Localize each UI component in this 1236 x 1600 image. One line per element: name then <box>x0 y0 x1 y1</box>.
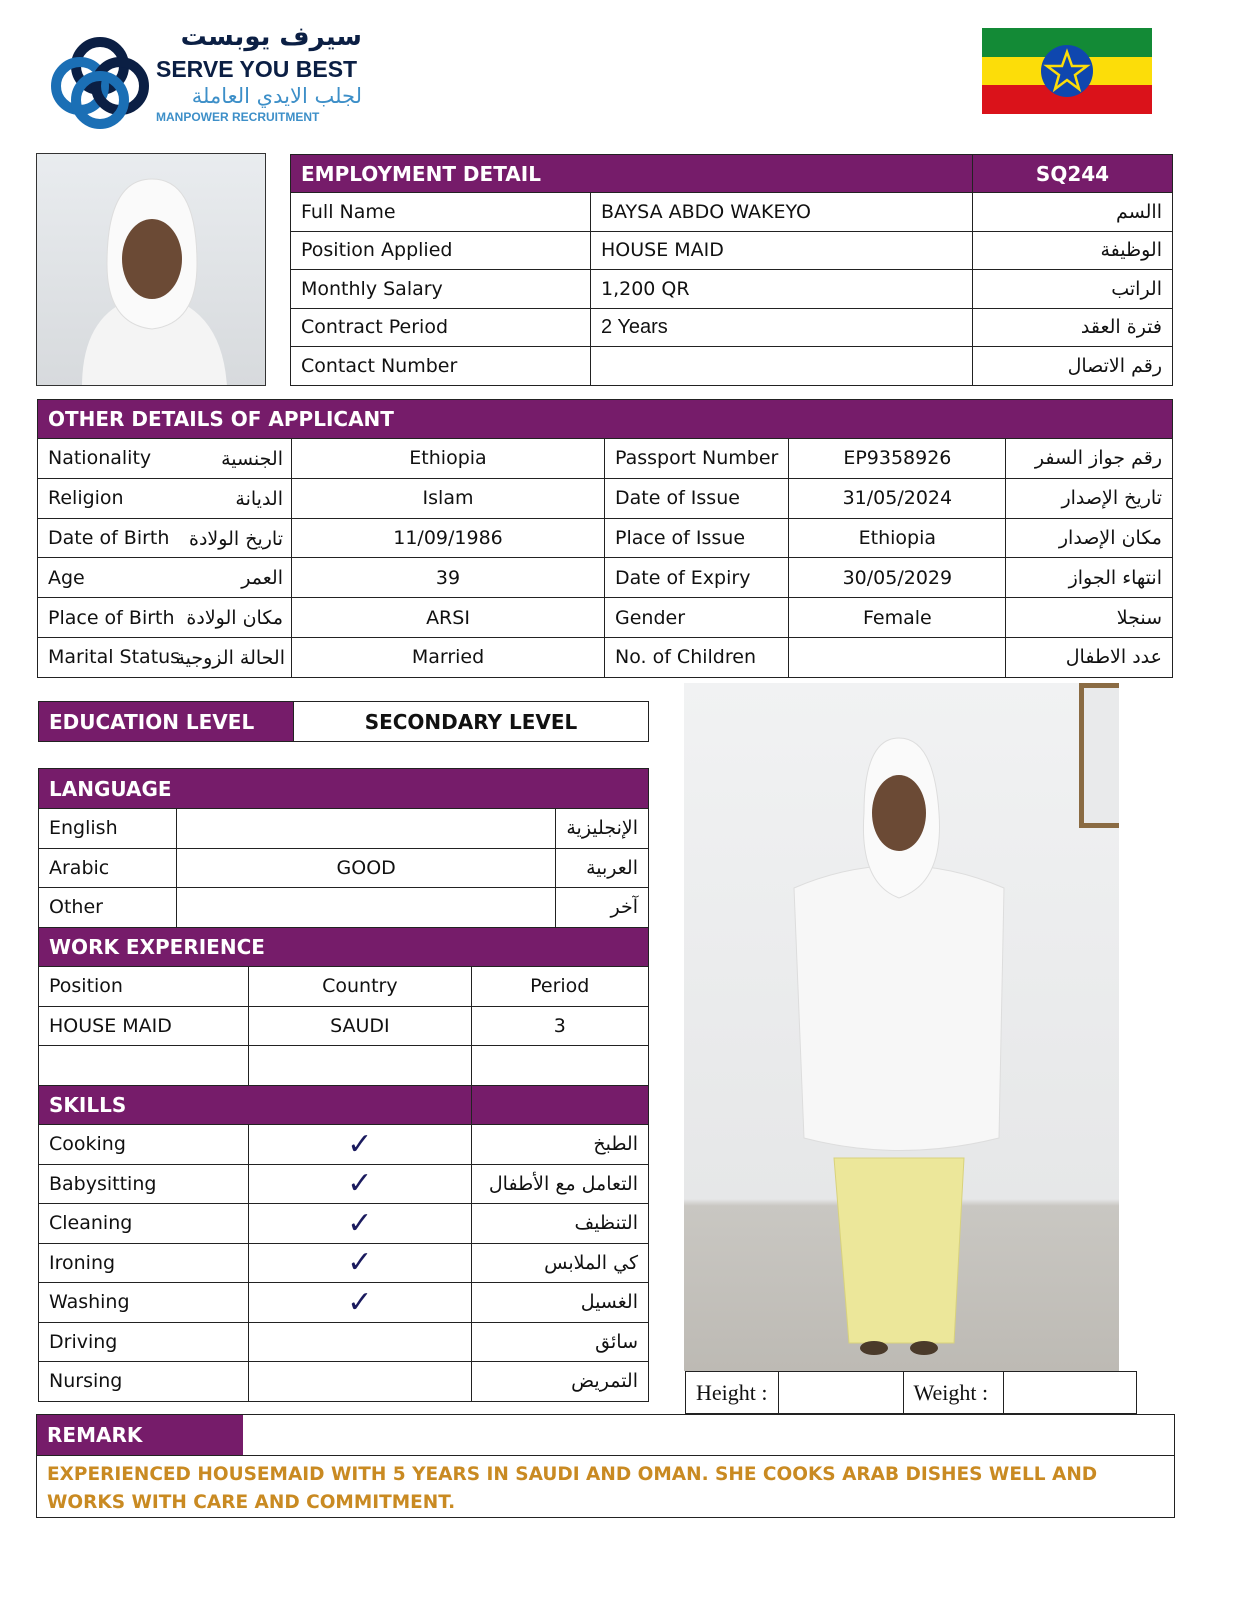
height-label: Height : <box>686 1372 779 1414</box>
skill-label: Cooking <box>39 1125 249 1165</box>
skills-title: SKILLS <box>39 1085 472 1125</box>
checkmark-icon: ✓ <box>249 1164 471 1204</box>
detail-value: ARSI <box>292 598 605 638</box>
weight-value <box>1003 1372 1137 1414</box>
field-label: Contact Number <box>291 347 591 386</box>
skill-label: Cleaning <box>39 1204 249 1244</box>
column-header: Position <box>39 967 249 1007</box>
language-level: GOOD <box>177 848 556 888</box>
detail-label: Date of Expiry <box>605 558 789 598</box>
experience-country: SAUDI <box>249 1006 471 1046</box>
detail-label: Date of Birth تاريخ الولادة <box>38 518 292 558</box>
language-experience-skills-table <box>38 768 649 1402</box>
detail-label: No. of Children <box>605 637 789 677</box>
detail-value: Islam <box>292 478 605 518</box>
table-row <box>38 637 1173 677</box>
table-row <box>291 308 1173 347</box>
skill-label-arabic: الطبخ <box>471 1125 649 1165</box>
skill-label: Driving <box>39 1322 249 1362</box>
education-level-table <box>38 701 649 742</box>
table-row <box>291 347 1173 386</box>
full-name-value: BAYSA ABDO WAKEYO <box>591 193 973 232</box>
position-value: HOUSE MAID <box>591 231 973 270</box>
field-label: Full Name <box>291 193 591 232</box>
employment-detail-table <box>290 154 1173 386</box>
remark-title: REMARK <box>37 1415 243 1455</box>
skill-label-arabic: سائق <box>471 1322 649 1362</box>
table-row <box>39 1243 649 1283</box>
table-row <box>39 1164 649 1204</box>
skill-label: Nursing <box>39 1362 249 1402</box>
detail-value: EP9358926 <box>789 439 1006 479</box>
language-level <box>177 888 556 928</box>
table-row <box>38 478 1173 518</box>
table-row <box>39 888 649 928</box>
field-label: Position Applied <box>291 231 591 270</box>
table-row <box>39 1322 649 1362</box>
checkmark-icon <box>249 1322 471 1362</box>
ethiopia-flag-icon <box>982 28 1152 114</box>
table-row <box>38 598 1173 638</box>
checkmark-icon: ✓ <box>249 1204 471 1244</box>
person-portrait-icon <box>37 154 266 386</box>
field-label: Contract Period <box>291 308 591 347</box>
experience-country <box>249 1046 471 1086</box>
applicant-portrait-photo <box>36 153 266 386</box>
table-row <box>39 967 649 1007</box>
detail-label: Date of Issue <box>605 478 789 518</box>
table-row <box>39 1283 649 1323</box>
height-weight-table <box>685 1371 1137 1414</box>
table-row <box>39 1125 649 1165</box>
skill-label-arabic: التمريض <box>471 1362 649 1402</box>
table-row <box>291 270 1173 309</box>
field-label: Monthly Salary <box>291 270 591 309</box>
table-row <box>38 518 1173 558</box>
detail-label: Place of Birth مكان الولادة <box>38 598 292 638</box>
column-header: Period <box>471 967 649 1007</box>
table-row <box>39 1046 649 1086</box>
detail-label: Passport Number <box>605 439 789 479</box>
detail-label-arabic: تاريخ الإصدار <box>1006 478 1173 518</box>
table-row <box>38 558 1173 598</box>
skill-label: Washing <box>39 1283 249 1323</box>
skill-label-arabic: الغسيل <box>471 1283 649 1323</box>
skill-label-arabic: كي الملابس <box>471 1243 649 1283</box>
education-level-label: EDUCATION LEVEL <box>39 702 294 742</box>
checkmark-icon: ✓ <box>249 1243 471 1283</box>
contact-number-value <box>591 347 973 386</box>
skill-label: Babysitting <box>39 1164 249 1204</box>
contract-period-value: 2 Years <box>591 308 973 347</box>
work-experience-title: WORK EXPERIENCE <box>39 927 649 967</box>
language-label: English <box>39 809 177 849</box>
field-label-arabic: الراتب <box>973 270 1173 309</box>
table-row <box>291 231 1173 270</box>
detail-value: Ethiopia <box>292 439 605 479</box>
experience-position: HOUSE MAID <box>39 1006 249 1046</box>
language-label: Other <box>39 888 177 928</box>
table-row <box>39 1006 649 1046</box>
company-logo <box>38 22 383 134</box>
table-row <box>38 439 1173 479</box>
detail-value: Female <box>789 598 1006 638</box>
checkmark-icon <box>249 1362 471 1402</box>
detail-label-arabic: عدد الاطفال <box>1006 637 1173 677</box>
detail-label: Marital Status الحالة الزوجية <box>38 637 292 677</box>
table-row <box>39 1204 649 1244</box>
brand-arabic-name: سيرف يوبست <box>180 22 362 52</box>
field-label-arabic: رقم الاتصال <box>973 347 1173 386</box>
detail-label: Nationality الجنسية <box>38 439 292 479</box>
table-row <box>39 1362 649 1402</box>
detail-label-arabic: انتهاء الجواز <box>1006 558 1173 598</box>
applicant-full-body-photo <box>684 683 1119 1371</box>
detail-value <box>789 637 1006 677</box>
logo-knot-icon <box>44 24 156 136</box>
language-label-arabic: آخر <box>556 888 649 928</box>
field-label-arabic: الوظيفة <box>973 231 1173 270</box>
brand-tagline: MANPOWER RECRUITMENT <box>156 110 320 124</box>
detail-label-arabic: رقم جواز السفر <box>1006 439 1173 479</box>
employment-detail-title: EMPLOYMENT DETAIL <box>291 155 973 193</box>
detail-value: Ethiopia <box>789 518 1006 558</box>
remark-section <box>36 1414 1175 1518</box>
experience-period: 3 <box>471 1006 649 1046</box>
language-label-arabic: العربية <box>556 848 649 888</box>
detail-label: Age العمر <box>38 558 292 598</box>
other-details-title: OTHER DETAILS OF APPLICANT <box>38 400 1173 439</box>
weight-label: Weight : <box>903 1372 1003 1414</box>
detail-value: 31/05/2024 <box>789 478 1006 518</box>
salary-value: 1,200 QR <box>591 270 973 309</box>
column-header: Country <box>249 967 471 1007</box>
brand-name: SERVE YOU BEST <box>156 56 358 82</box>
person-full-body-icon <box>684 683 1119 1371</box>
brand-arabic-tagline: لجلب الايدي العاملة <box>191 84 362 108</box>
field-label-arabic: االسم <box>973 193 1173 232</box>
language-title: LANGUAGE <box>39 769 649 809</box>
detail-value: 30/05/2029 <box>789 558 1006 598</box>
skill-label-arabic: التنظيف <box>471 1204 649 1244</box>
table-row <box>39 809 649 849</box>
reference-code: SQ244 <box>973 155 1173 193</box>
detail-value: 39 <box>292 558 605 598</box>
detail-label-arabic: مكان الإصدار <box>1006 518 1173 558</box>
language-label: Arabic <box>39 848 177 888</box>
detail-label: Religion الديانة <box>38 478 292 518</box>
field-label-arabic: فترة العقد <box>973 308 1173 347</box>
skill-label: Ironing <box>39 1243 249 1283</box>
language-label-arabic: الإنجليزية <box>556 809 649 849</box>
detail-label: Gender <box>605 598 789 638</box>
other-details-table <box>37 399 1173 678</box>
experience-position <box>39 1046 249 1086</box>
detail-value: Married <box>292 637 605 677</box>
detail-label: Place of Issue <box>605 518 789 558</box>
detail-label-arabic: سنجلا <box>1006 598 1173 638</box>
skill-label-arabic: التعامل مع الأطفال <box>471 1164 649 1204</box>
table-row <box>291 193 1173 232</box>
height-value <box>778 1372 903 1414</box>
experience-period <box>471 1046 649 1086</box>
checkmark-icon: ✓ <box>249 1283 471 1323</box>
checkmark-icon: ✓ <box>249 1125 471 1165</box>
remark-text: EXPERIENCED HOUSEMAID WITH 5 YEARS IN SAUDI AND OMAN. SHE COOKS ARAB DISHES WELL AND WORKS WITH CARE AND COMMITMENT. <box>47 1464 1098 1513</box>
detail-value: 11/09/1986 <box>292 518 605 558</box>
table-row <box>39 848 649 888</box>
education-level-value: SECONDARY LEVEL <box>294 702 649 742</box>
language-level <box>177 809 556 849</box>
